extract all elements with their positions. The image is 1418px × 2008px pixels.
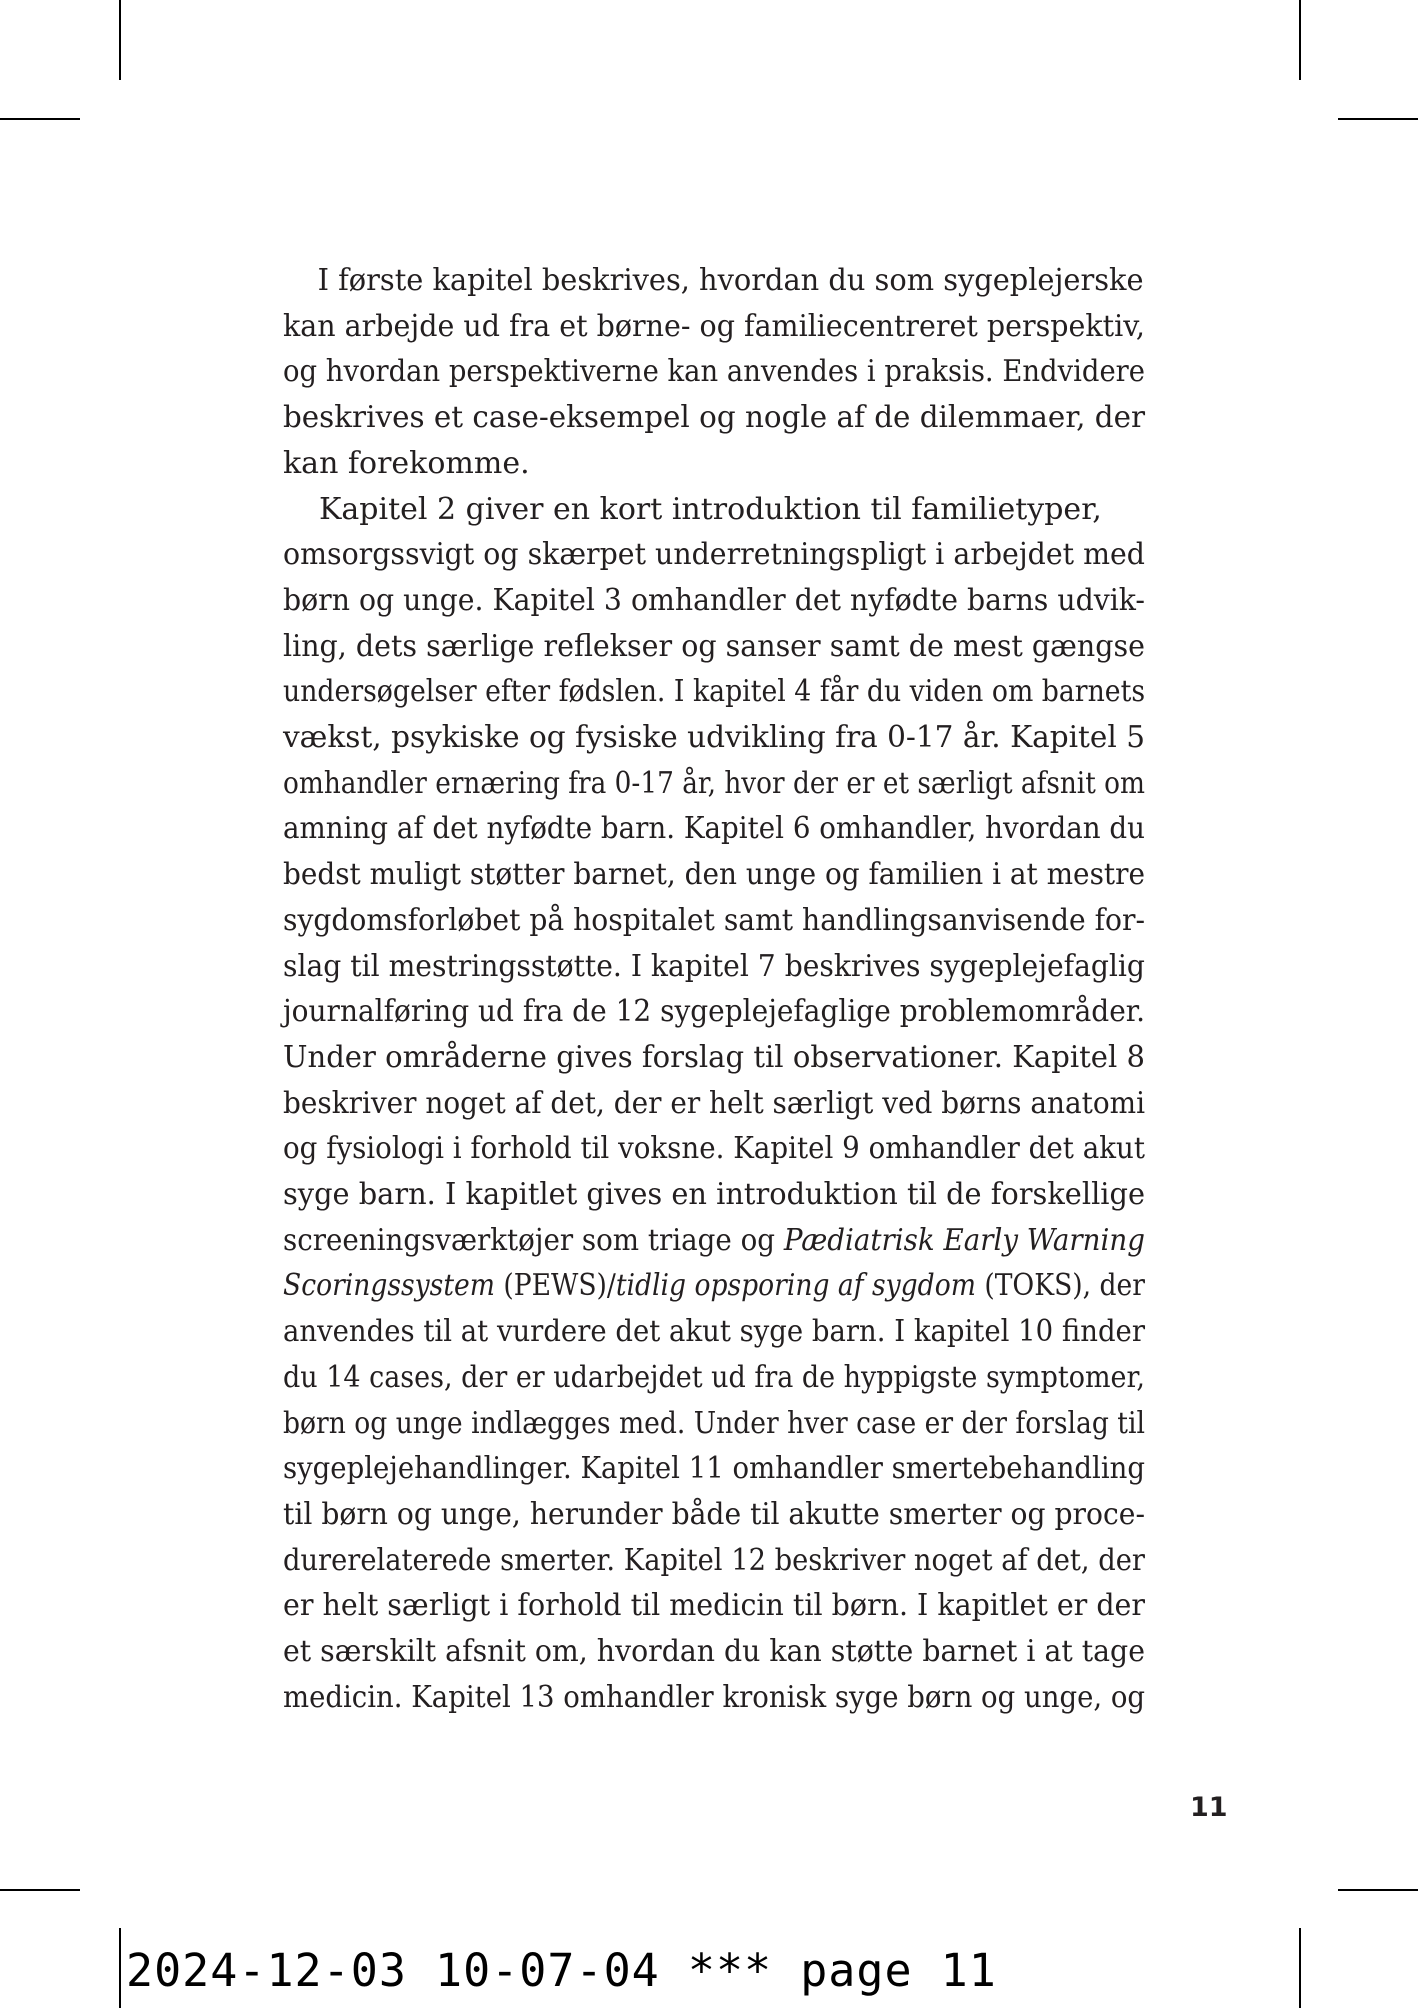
body-line: medicin. Kapitel 13 omhandler kronisk syge børn og unge, og bbox=[283, 1679, 1146, 1715]
body-line-text: (PEWS)/ bbox=[494, 1268, 616, 1304]
body-line-text: (TOKS), der bbox=[975, 1268, 1145, 1304]
italic-term: Scoringssystem bbox=[283, 1268, 495, 1304]
body-line: et særskilt afsnit om, hvordan du kan støtte barnet i at tage bbox=[283, 1634, 1145, 1670]
body-line: slag til mestringsstøtte. I kapitel 7 beskrives sygeplejefaglig bbox=[283, 948, 1145, 984]
body-line: beskrives et case-eksempel og nogle af de dilemmaer, der bbox=[283, 400, 1146, 436]
body-line: kan arbejde ud fra et børne- og familiecentreret perspektiv, bbox=[283, 308, 1145, 344]
body-line: omsorgssvigt og skærpet underretningspligt i arbejdet med bbox=[283, 537, 1145, 573]
body-line-text: screeningsværktøjer som triage og bbox=[283, 1222, 784, 1258]
body-line: ling, dets særlige reflekser og sanser samt de mest gængse bbox=[283, 628, 1145, 664]
print-timestamp: 2024-12-03 10-07-04 *** page 11 bbox=[126, 1944, 997, 1997]
body-line: børn og unge. Kapitel 3 omhandler det nyfødte barns udvik- bbox=[283, 582, 1146, 618]
body-line: Under områderne gives forslag til observationer. Kapitel 8 bbox=[283, 1039, 1146, 1075]
body-line: syge barn. I kapitlet gives en introduktion til de forskellige bbox=[283, 1177, 1146, 1213]
body-line: I første kapitel beskrives, hvordan du som sygeplejerske bbox=[317, 263, 1144, 298]
body-line: og fysiologi i forhold til voksne. Kapitel 9 omhandler det akut bbox=[283, 1131, 1145, 1167]
body-line: du 14 cases, der er udarbejdet ud fra de hyppigste symptomer, bbox=[283, 1359, 1146, 1395]
crop-mark-top-left bbox=[119, 0, 121, 80]
italic-term: Pædiatrisk Early Warning bbox=[783, 1222, 1145, 1258]
body-line: og hvordan perspektiverne kan anvendes i praksis. Endvidere bbox=[283, 354, 1146, 390]
crop-mark-top-right-h bbox=[1338, 118, 1418, 120]
crop-mark-bottom-right-h bbox=[1338, 1889, 1418, 1891]
crop-mark-bottom-left bbox=[119, 1928, 121, 2008]
body-line: kan forekomme. bbox=[283, 445, 530, 481]
body-line: anvendes til at vurdere det akut syge barn. I kapitel 10 finder bbox=[283, 1314, 1145, 1350]
body-line: vækst, psykiske og fysiske udvikling fra 0-17 år. Kapitel 5 bbox=[283, 720, 1145, 756]
body-line: bedst muligt støtter barnet, den unge og familien i at mestre bbox=[283, 857, 1145, 893]
body-text bbox=[283, 258, 1145, 1721]
italic-term: tidlig opsporing af sygdom bbox=[615, 1268, 976, 1304]
body-line: sygdomsforløbet på hospitalet samt handlingsanvisende for- bbox=[283, 902, 1145, 938]
body-line: til børn og unge, herunder både til akutte smerter og proce- bbox=[283, 1496, 1145, 1532]
page-number: 11 bbox=[1190, 1792, 1228, 1823]
body-line: sygeplejehandlinger. Kapitel 11 omhandler smertebehandling bbox=[283, 1451, 1145, 1487]
body-line: beskriver noget af det, der er helt særligt ved børns anatomi bbox=[283, 1085, 1146, 1121]
body-line: Kapitel 2 giver en kort introduktion til familietyper, bbox=[319, 491, 1102, 527]
crop-mark-bottom-right bbox=[1299, 1928, 1301, 2008]
body-line: undersøgelser efter fødslen. I kapitel 4 får du viden om barnets bbox=[283, 674, 1146, 710]
body-line: durerelaterede smerter. Kapitel 12 beskriver noget af det, der bbox=[283, 1542, 1145, 1578]
body-line: amning af det nyfødte barn. Kapitel 6 omhandler, hvordan du bbox=[283, 811, 1146, 847]
body-line: er helt særligt i forhold til medicin til børn. I kapitlet er der bbox=[283, 1588, 1146, 1624]
crop-mark-top-left-h bbox=[0, 118, 80, 120]
body-line bbox=[283, 1263, 1145, 1309]
crop-mark-bottom-left-h bbox=[0, 1889, 80, 1891]
body-line: journalføring ud fra de 12 sygeplejefaglige problemområder. bbox=[283, 994, 1145, 1030]
body-line: omhandler ernæring fra 0-17 år, hvor der er et særligt afsnit om bbox=[283, 765, 1146, 801]
crop-mark-top-right bbox=[1299, 0, 1301, 80]
body-line: børn og unge indlægges med. Under hver case er der forslag til bbox=[283, 1405, 1145, 1441]
body-line bbox=[283, 1218, 1145, 1264]
